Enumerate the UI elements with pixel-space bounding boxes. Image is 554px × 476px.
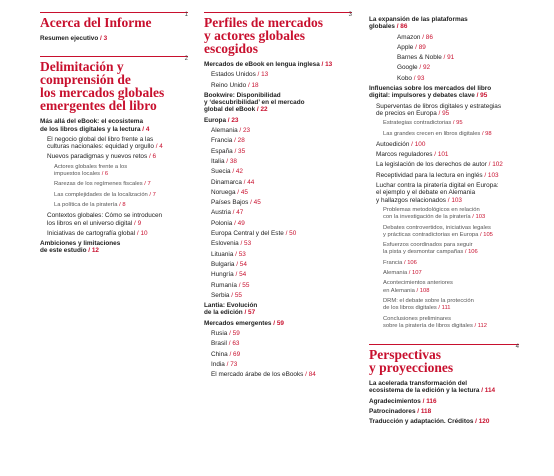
- toc-entry-title: Patrocinadores: [369, 407, 416, 415]
- toc-page-number: 23: [242, 127, 251, 135]
- page-separator: /: [407, 270, 413, 277]
- toc-entry-title: Serbia: [211, 291, 230, 299]
- page-separator: /: [451, 120, 457, 127]
- toc-entry[interactable]: [369, 141, 519, 148]
- toc-entry[interactable]: [369, 418, 519, 425]
- toc-entry-title: Hungría: [211, 271, 234, 279]
- toc-entry-title: Actores globales frente a los impuestos locales: [54, 163, 128, 178]
- toc-entry[interactable]: [204, 71, 352, 78]
- toc-entry-title: Lituania: [211, 250, 234, 258]
- page-separator: /: [319, 61, 326, 68]
- toc-entry[interactable]: [369, 161, 519, 168]
- toc-entry-title: China: [211, 350, 228, 358]
- page-separator: /: [230, 209, 237, 217]
- toc-column-3: [369, 0, 519, 429]
- toc-page-number: 108: [419, 287, 430, 294]
- toc-page-number: 111: [441, 305, 451, 312]
- toc-entries: [369, 16, 519, 330]
- toc-entry-title: Influencias sobre los mercados del libro digital: impulsores y debates clave: [369, 85, 492, 100]
- toc-page-number: 38: [229, 157, 237, 165]
- toc-entry-title: Países Bajos: [211, 199, 249, 207]
- page-separator: /: [420, 397, 427, 405]
- toc-entries: [40, 35, 188, 42]
- toc-entry-title: Nuevos paradigmas y nuevos retos: [47, 153, 148, 161]
- page-separator: /: [142, 181, 148, 188]
- toc-entry[interactable]: [204, 209, 352, 216]
- toc-page-number: 45: [253, 199, 261, 207]
- page-separator: /: [482, 171, 488, 179]
- page-separator: /: [147, 153, 153, 161]
- toc-page-number: 103: [487, 171, 499, 179]
- toc-page-number: 28: [237, 137, 245, 145]
- toc-entry-title: Superventas de libros digitales y estrategias de precios en Europa: [376, 102, 502, 117]
- toc-entry[interactable]: [369, 44, 519, 51]
- page-separator: /: [255, 106, 261, 114]
- toc-entry[interactable]: [204, 240, 352, 247]
- page-separator: /: [283, 230, 290, 238]
- toc-entry[interactable]: [40, 212, 188, 227]
- toc-entry-title: Problemas metodológicos en relación con la investigación de la piratería: [383, 206, 480, 221]
- toc-entry[interactable]: [369, 103, 519, 118]
- toc-entry-title: Kobo: [397, 74, 412, 82]
- toc-entry-title: Europa Central y del Este: [211, 230, 284, 238]
- page-separator: /: [441, 54, 448, 62]
- page-separator: /: [226, 340, 233, 348]
- page-separator: /: [420, 33, 426, 41]
- page-separator: /: [479, 387, 485, 395]
- toc-page-number: 50: [289, 230, 297, 238]
- page-separator: /: [227, 350, 234, 358]
- toc-entry-title: Rarezas de los regímenes fiscales: [54, 181, 143, 188]
- toc-entry-title: Bulgaria: [211, 260, 235, 268]
- toc-entry[interactable]: [204, 302, 352, 317]
- page-separator: /: [237, 127, 243, 135]
- toc-entry[interactable]: [369, 207, 519, 222]
- toc-page-number: 95: [480, 92, 488, 100]
- toc-entry[interactable]: [204, 371, 352, 378]
- toc-entry-title: Alemania: [211, 127, 238, 135]
- toc-page-number: 55: [234, 291, 242, 299]
- toc-page-number: 13: [325, 61, 333, 68]
- page-separator: /: [147, 191, 153, 198]
- page-separator: /: [86, 247, 92, 255]
- page-separator: /: [486, 161, 493, 169]
- toc-page-number: 9: [137, 219, 142, 227]
- toc-entry[interactable]: [204, 168, 352, 175]
- page-separator: /: [246, 81, 252, 89]
- toc-page-number: 106: [468, 249, 478, 256]
- page-separator: /: [132, 219, 138, 227]
- page-separator: /: [241, 178, 248, 186]
- section-number: 1: [184, 12, 188, 18]
- toc-entry-title: Mercados emergentes: [204, 319, 272, 327]
- toc-page-number: 35: [238, 147, 246, 155]
- page-separator: /: [409, 140, 415, 148]
- page-separator: /: [470, 214, 476, 221]
- page-separator: /: [478, 231, 484, 238]
- page-separator: /: [417, 64, 423, 72]
- toc-page-number: 7: [147, 181, 151, 188]
- toc-entry[interactable]: [204, 220, 352, 227]
- section-title: Acerca del Informe: [40, 15, 152, 30]
- page-separator: /: [248, 199, 254, 207]
- toc-entry[interactable]: [204, 292, 352, 299]
- toc-page-number: 73: [230, 360, 238, 368]
- toc-page-number: 84: [308, 371, 316, 379]
- toc-entry-title: Ambiciones y limitaciones de este estudio: [40, 240, 121, 255]
- toc-entry[interactable]: [204, 199, 352, 206]
- toc-entry-title: Iniciativas de cartografía global: [47, 229, 136, 237]
- page-separator: /: [255, 71, 262, 79]
- toc-page-number: 120: [478, 418, 490, 426]
- toc-page-number: 53: [244, 240, 252, 248]
- toc-page-number: 63: [232, 340, 240, 348]
- toc-page-number: 53: [238, 250, 246, 258]
- page-separator: /: [235, 188, 241, 196]
- page-separator: /: [472, 322, 478, 329]
- toc-page-number: 22: [260, 106, 268, 114]
- toc-page-number: 92: [422, 64, 431, 72]
- toc-entry-title: La legislación de los derechos de autor: [376, 161, 487, 169]
- toc-entry-title: Estados Unidos: [211, 71, 256, 79]
- toc-entry[interactable]: [369, 120, 519, 127]
- toc-entry[interactable]: [204, 127, 352, 134]
- page-separator: /: [394, 23, 401, 31]
- section-number: 3: [348, 12, 352, 18]
- toc-page-number: 4: [159, 143, 163, 151]
- page-separator: /: [242, 309, 249, 317]
- toc-page-number: 44: [247, 178, 255, 186]
- toc-entry[interactable]: [204, 82, 352, 89]
- toc-entry-title: Agradecimientos: [369, 397, 421, 405]
- page-separator: /: [413, 43, 419, 51]
- page-separator: /: [414, 287, 420, 294]
- toc-entry-title: Lantia: Evolución de la edición: [204, 302, 258, 317]
- page-separator: /: [233, 250, 239, 258]
- section-number: 2: [184, 56, 188, 63]
- toc-entry-title: Europa: [204, 116, 227, 124]
- page-separator: /: [229, 291, 235, 299]
- page-separator: /: [236, 281, 243, 289]
- toc-entry[interactable]: [204, 117, 352, 124]
- toc-entry[interactable]: [369, 260, 519, 267]
- toc-entry[interactable]: [369, 316, 519, 331]
- toc-entry[interactable]: [204, 261, 352, 268]
- toc-page-number: 42: [235, 168, 243, 176]
- page-separator: /: [474, 92, 481, 100]
- toc-entry[interactable]: [40, 153, 188, 160]
- toc-entry-title: Apple: [397, 43, 414, 51]
- page-separator: /: [224, 360, 231, 368]
- toc-entry[interactable]: [369, 131, 519, 138]
- toc-entry[interactable]: [204, 179, 352, 186]
- section-title: Perfiles de mercados y actores globales escogidos: [204, 15, 323, 56]
- page-separator: /: [140, 125, 146, 133]
- toc-page-number: 91: [447, 54, 455, 62]
- page-separator: /: [98, 35, 104, 42]
- page-separator: /: [226, 116, 232, 124]
- page-separator: /: [135, 229, 141, 237]
- toc-entry[interactable]: [204, 92, 352, 114]
- toc-entry-title: Las complejidades de la localización: [54, 191, 148, 198]
- toc-page-number: 12: [91, 247, 99, 255]
- toc-entry[interactable]: [369, 408, 519, 415]
- toc-page-number: 49: [237, 219, 245, 227]
- toc-page-number: 103: [475, 214, 486, 221]
- page-separator: /: [303, 371, 309, 379]
- section-number: 4: [515, 344, 519, 351]
- toc-entry[interactable]: [369, 75, 519, 82]
- toc-entry-title: Francia: [211, 137, 233, 145]
- toc-page-number: 101: [437, 151, 449, 159]
- page-separator: /: [230, 168, 236, 176]
- toc-page-number: 106: [407, 259, 417, 266]
- toc-entry-title: Conclusiones preliminares sobre la piratería de libros digitales: [383, 315, 473, 329]
- toc-column-1: [40, 0, 188, 258]
- toc-entry-title: Reino Unido: [211, 81, 247, 89]
- toc-entry-title: Polonia: [211, 219, 233, 227]
- toc-section-1: [40, 12, 188, 42]
- toc-page-number: 95: [442, 109, 450, 117]
- page-separator: /: [402, 259, 408, 266]
- toc-entry[interactable]: [369, 54, 519, 61]
- toc-entry-title: Más allá del eBook: el ecosistema de los libros digitales y la lectura: [40, 118, 144, 133]
- toc-entry[interactable]: [369, 225, 519, 240]
- toc-entry-title: Esfuerzos coordinados para seguir la pista y desmontar campañas: [383, 242, 473, 256]
- page-separator: /: [463, 249, 469, 256]
- toc-entry-title: Resumen ejecutivo: [40, 35, 99, 42]
- section-title: Perspectivas y proyecciones: [369, 347, 454, 376]
- toc-entry-title: Mercados de eBook en lengua inglesa: [204, 61, 320, 68]
- toc-section-4: [369, 344, 519, 425]
- toc-entry[interactable]: [204, 330, 352, 337]
- toc-entry[interactable]: [40, 181, 188, 188]
- toc-page-number: 6: [104, 171, 109, 178]
- toc-page-number: 86: [425, 33, 433, 41]
- toc-entry[interactable]: [369, 270, 519, 277]
- toc-entry[interactable]: [369, 151, 519, 158]
- toc-entry-title: La política de la piratería: [54, 201, 118, 208]
- toc-entry[interactable]: [40, 230, 188, 237]
- toc-page-number: 59: [276, 319, 284, 327]
- toc-entry-title: Acontecimientos anteriores en Alemania: [383, 280, 453, 294]
- page-separator: /: [232, 147, 239, 155]
- toc-entry-title: Dinamarca: [211, 178, 242, 186]
- page-separator: /: [153, 143, 160, 151]
- toc-page-number: 114: [484, 387, 496, 395]
- toc-entry[interactable]: [40, 202, 188, 209]
- toc-entries: [369, 380, 519, 425]
- toc-entry[interactable]: [40, 192, 188, 199]
- toc-entry-title: Traducción y adaptación. Créditos: [369, 418, 474, 426]
- toc-entry[interactable]: [369, 172, 519, 179]
- toc-page-number: 107: [412, 270, 422, 277]
- toc-page-number: 112: [477, 322, 487, 329]
- page-separator: /: [233, 271, 240, 279]
- toc-page-number: 45: [240, 188, 248, 196]
- toc-entry[interactable]: [204, 230, 352, 237]
- toc-page-number: 89: [418, 43, 426, 51]
- toc-entry-title: DRM: el debate sobre la protección de los libros digitales: [383, 297, 474, 312]
- toc-entry-title: Marcos reguladores: [376, 151, 433, 159]
- toc-page-number: 54: [239, 271, 247, 279]
- toc-entry-title: La expansión de las plataformas globales: [369, 16, 468, 31]
- page-separator: /: [271, 319, 277, 327]
- toc-page-number: 4: [145, 125, 150, 133]
- toc-page-number: 55: [242, 281, 250, 289]
- toc-entry[interactable]: [369, 85, 519, 100]
- toc-entry[interactable]: [369, 64, 519, 71]
- toc-section-3: [204, 12, 352, 379]
- toc-entry[interactable]: [369, 242, 519, 257]
- toc-entry[interactable]: [204, 189, 352, 196]
- toc-entry-title: Rumanía: [211, 281, 237, 289]
- page-separator: /: [480, 130, 486, 137]
- page-separator: /: [238, 240, 245, 248]
- page-separator: /: [411, 74, 418, 82]
- toc-entry[interactable]: [40, 35, 188, 42]
- toc-entry-title: El negocio global del libro frente a las culturas nacionales: equidad y orgullo: [47, 135, 154, 151]
- toc-entry[interactable]: [369, 182, 519, 204]
- page-separator: /: [432, 151, 438, 159]
- toc-entry[interactable]: [204, 148, 352, 155]
- toc-entry-title: Austria: [211, 209, 231, 217]
- toc-entry-title: Debates controvertidos, iniciativas legales y prácticas contradictorias en Europa: [383, 224, 491, 238]
- toc-entry-title: Suecia: [211, 168, 231, 176]
- toc-entry-title: Google: [397, 64, 418, 72]
- page-separator: /: [117, 201, 123, 208]
- toc-page-number: 7: [152, 191, 156, 198]
- toc-entry-title: Barnes & Noble: [397, 54, 442, 62]
- toc-entry-title: Alemania: [383, 270, 408, 277]
- toc-entry[interactable]: [369, 16, 519, 31]
- toc-entry[interactable]: [40, 136, 188, 151]
- toc-entry[interactable]: [369, 380, 519, 395]
- toc-entry[interactable]: [204, 158, 352, 165]
- toc-page-number: 86: [400, 23, 408, 31]
- toc-entry-title: Noruega: [211, 188, 236, 196]
- page-separator: /: [436, 305, 442, 312]
- toc-entry-title: Bookwire: Disponibilidad y ‘descubribilidad’ en el mercado global del eBook: [204, 91, 305, 114]
- toc-entry-title: Brasil: [211, 340, 227, 348]
- toc-page-number: 118: [420, 407, 432, 415]
- toc-entry-title: Las grandes crecen en libros digitales: [383, 130, 481, 137]
- toc-entry[interactable]: [204, 271, 352, 278]
- toc-entry[interactable]: [369, 280, 519, 295]
- toc-entry[interactable]: [204, 282, 352, 289]
- toc-page-number: 95: [456, 120, 463, 127]
- toc-entries: [204, 61, 352, 379]
- toc-page-number: 102: [492, 161, 503, 169]
- page-separator: /: [473, 418, 479, 426]
- toc-page-number: 54: [239, 260, 247, 268]
- toc-page-number: 6: [152, 153, 157, 161]
- toc-entry-title: Francia: [383, 259, 403, 266]
- page-separator: /: [227, 330, 233, 338]
- toc-page-number: 59: [232, 330, 240, 338]
- toc-entry-title: Contextos globales: Cómo se introducen los libros en el universo digital: [47, 212, 163, 227]
- toc-entry-title: Receptividad para la lectura en inglés: [376, 171, 483, 179]
- toc-entry[interactable]: [204, 251, 352, 258]
- toc-entry-title: Estrategias contradictorias: [383, 120, 452, 127]
- toc-entry[interactable]: [369, 298, 519, 313]
- toc-entry-title: India: [211, 360, 225, 368]
- page-separator: /: [232, 137, 238, 145]
- toc-page-number: 98: [485, 130, 492, 137]
- toc-entry[interactable]: [204, 340, 352, 347]
- toc-page-number: 3: [103, 35, 108, 42]
- section-title: Delimitación y comprensión de los mercados globales emergentes del libro: [40, 59, 165, 114]
- page-separator: /: [436, 109, 443, 117]
- toc-page-number: 93: [417, 74, 425, 82]
- toc-entry-title: Luchar contra la piratería digital en Europa: el ejemplo y el debate en Alemania y hallazgos relacionados: [376, 182, 499, 204]
- toc-page-number: 47: [236, 209, 244, 217]
- toc-page-number: 23: [231, 116, 239, 124]
- toc-page-number: 69: [233, 350, 241, 358]
- page-separator: /: [100, 171, 105, 178]
- toc-entry[interactable]: [40, 118, 188, 133]
- toc-entry-title: España: [211, 147, 233, 155]
- toc-entry[interactable]: [40, 240, 188, 255]
- toc-entry-title: Autoedición: [376, 140, 410, 148]
- toc-entry[interactable]: [369, 34, 519, 41]
- toc-page-number: 103: [451, 196, 462, 204]
- page-separator: /: [446, 196, 452, 204]
- toc-entry-title: El mercado árabe de los eBooks: [211, 371, 304, 379]
- toc-entry-title: Rusia: [211, 330, 228, 338]
- toc-entry-title: Italia: [211, 157, 225, 165]
- toc-entry[interactable]: [204, 351, 352, 358]
- toc-entry[interactable]: [204, 361, 352, 368]
- toc-entry[interactable]: [204, 61, 352, 68]
- toc-column-2: [204, 0, 352, 382]
- toc-page-number: 116: [426, 397, 437, 405]
- toc-page-number: 10: [140, 229, 148, 237]
- page-separator: /: [234, 260, 240, 268]
- page-separator: /: [232, 219, 238, 227]
- toc-page-number: 13: [261, 71, 269, 79]
- toc-page-number: 18: [251, 81, 259, 89]
- toc-entry[interactable]: [40, 164, 188, 179]
- page-separator: /: [415, 407, 421, 415]
- toc-entry[interactable]: [204, 320, 352, 327]
- toc-page-number: 57: [248, 309, 256, 317]
- toc-page-number: 105: [483, 231, 493, 238]
- toc-entry[interactable]: [369, 398, 519, 405]
- toc-page-number: 8: [122, 201, 126, 208]
- toc-section-2: [40, 56, 188, 254]
- toc-entry-title: La acelerada transformación del ecosistema de la edición y la lectura: [369, 380, 480, 395]
- toc-entry-title: Amazon: [397, 33, 421, 41]
- page-separator: /: [224, 157, 230, 165]
- toc-page-number: 100: [414, 140, 426, 148]
- toc-entry[interactable]: [204, 137, 352, 144]
- toc-entries: [40, 118, 188, 254]
- toc-entry-title: Eslovenia: [211, 240, 239, 248]
